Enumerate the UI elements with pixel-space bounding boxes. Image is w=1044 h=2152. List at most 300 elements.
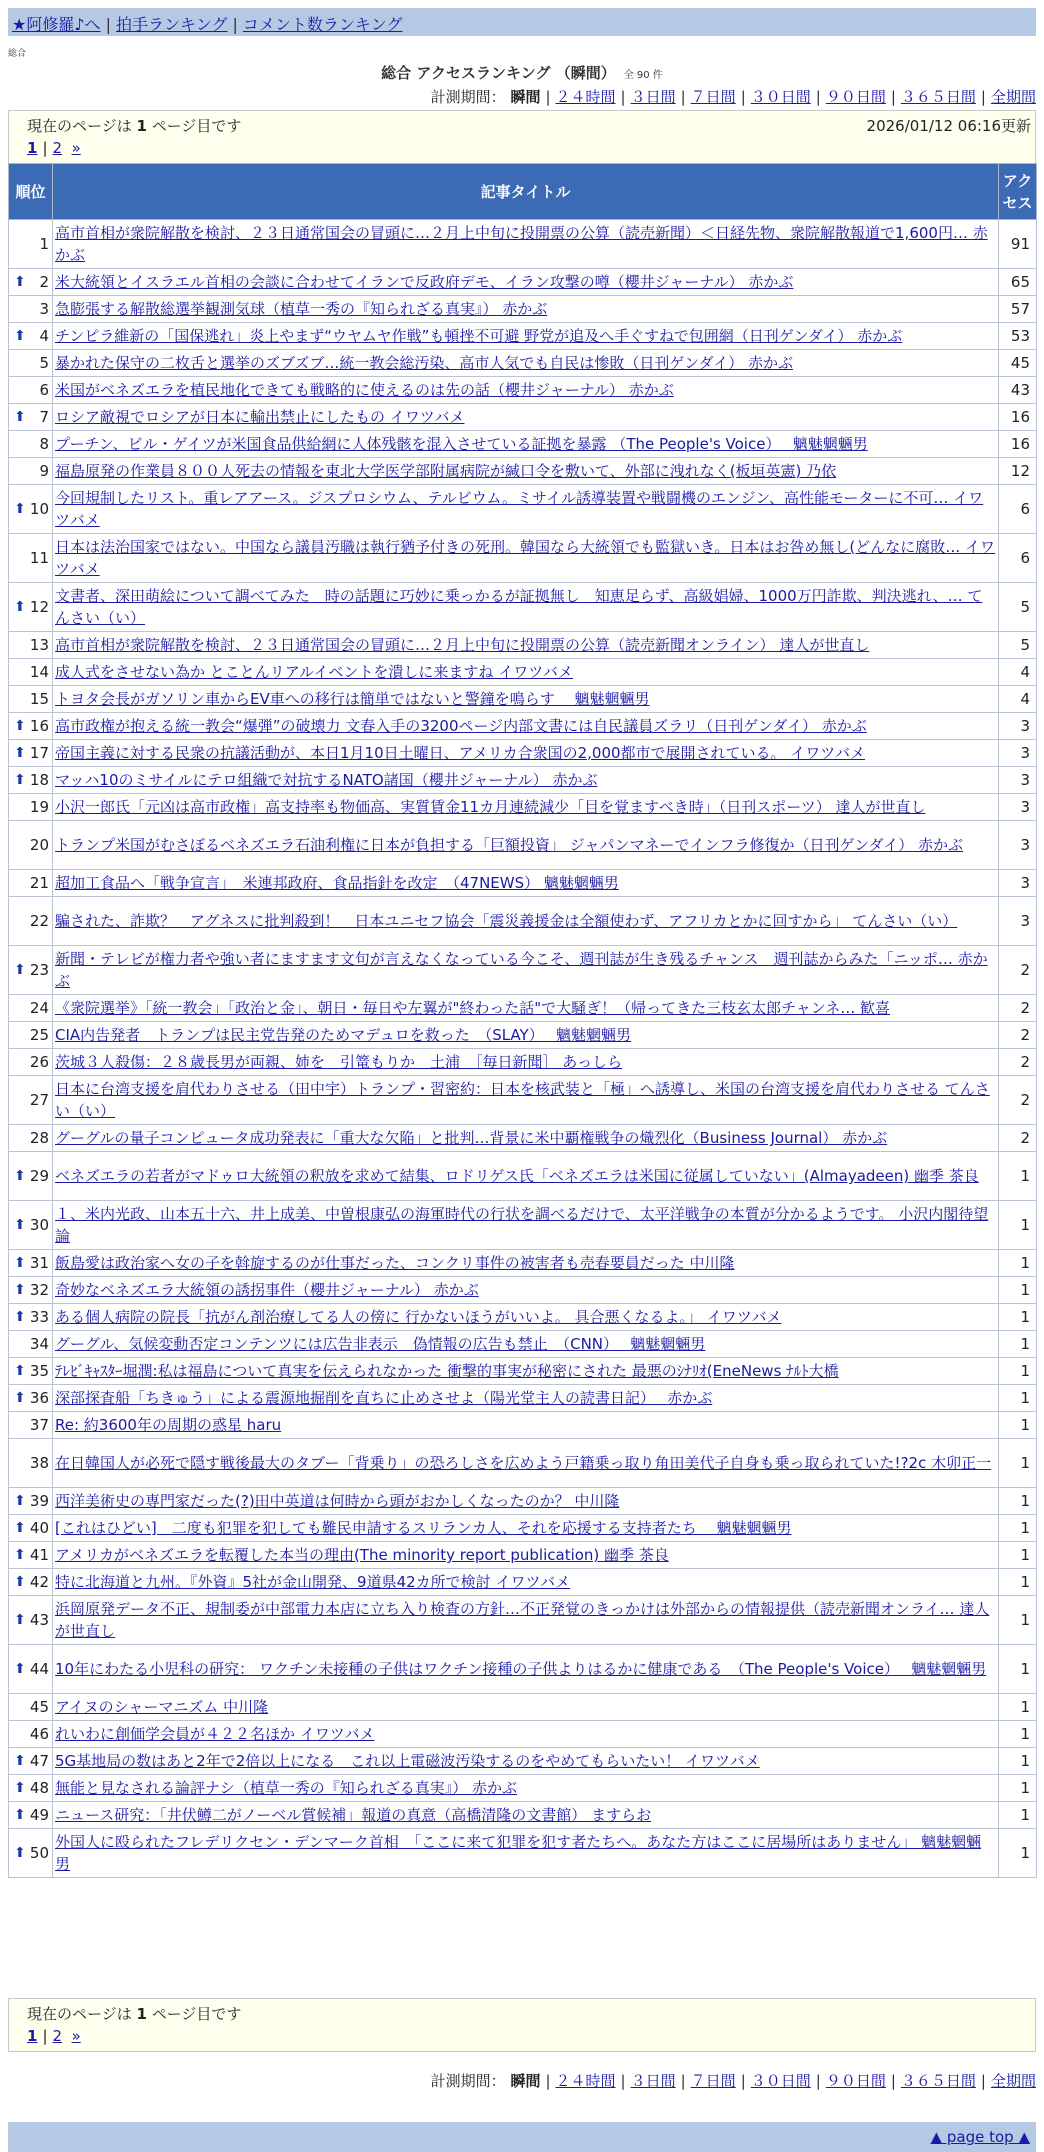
up-arrow-icon: ⬆ [14,1309,26,1325]
access-count: 53 [999,323,1037,350]
page-link-2[interactable]: 2 [52,139,63,157]
title-cell [53,220,999,269]
rank-number: 40 [29,1519,49,1537]
article-title-link[interactable]: 外国人に殴られたフレデリクセン・デンマーク首相 「ここに来て犯罪を犯す者たちへ。あなた方はここに居場所はありません」 魑魅魍魎男 [55,1833,982,1873]
rank-number: 7 [39,408,49,426]
access-count: 1 [999,1569,1037,1596]
title-cell [53,296,999,323]
rank-cell [9,1076,53,1125]
title-cell [53,946,999,995]
title-cell [53,1385,999,1412]
rank-cell [9,1645,53,1694]
table-row [9,296,1037,323]
table-row [9,1721,1037,1748]
period-label: 計測期間： [430,88,506,106]
rank-number: 48 [29,1779,49,1797]
period-link-365d[interactable]: ３６５日間 [900,2072,976,2090]
title-cell [53,794,999,821]
rank-cell [9,821,53,870]
rank-number: 32 [29,1281,49,1299]
rank-number: 23 [29,961,49,979]
rank-cell [9,323,53,350]
rank-number: 50 [29,1844,49,1862]
rank-number: 49 [29,1806,49,1824]
article-title-link[interactable]: 福島原発の作業員８００人死去の情報を東北大学医学部附属病院が緘口令を敷いて、外部に洩れなく(板垣英憲) 乃依 [55,462,837,480]
up-arrow-icon: ⬆ [14,1612,26,1628]
up-arrow-icon: ⬆ [14,772,26,788]
rank-number: 15 [29,690,49,708]
rank-number: 5 [39,354,49,372]
rank-cell [9,1802,53,1829]
access-count: 65 [999,269,1037,296]
rank-number: 38 [29,1454,49,1472]
rank-cell [9,431,53,458]
title-cell [53,1569,999,1596]
rank-number: 4 [39,327,49,345]
title-cell [53,870,999,897]
up-arrow-icon: ⬆ [14,1574,26,1590]
rank-number: 19 [29,798,49,816]
title-cell [53,1049,999,1076]
rank-cell [9,897,53,946]
home-link[interactable]: ★阿修羅♪へ [12,15,101,34]
rank-number: 35 [29,1362,49,1380]
rank-cell [9,1022,53,1049]
period-link-all[interactable]: 全期間 [990,2072,1036,2090]
access-count: 2 [999,1125,1037,1152]
table-row [9,767,1037,794]
rank-cell [9,1439,53,1488]
article-title-link[interactable]: 飯島愛は政治家へ女の子を斡旋するのが仕事だった、コンクリ事件の被害者も売春要員だった 中川隆 [55,1254,735,1272]
article-title-link[interactable]: ある個人病院の院長「抗がん剤治療してる人の傍に 行かないほうがいいよ。 具合悪くなるよ。」 イワツバメ [55,1308,782,1326]
access-count: 1 [999,1488,1037,1515]
comment-ranking-link[interactable]: コメント数ランキング [242,15,403,34]
title-cell [53,1829,999,1878]
rank-cell [9,296,53,323]
rank-cell [9,377,53,404]
title-cell [53,404,999,431]
article-title-link[interactable]: 深部探査船「ちきゅう」による震源地掘削を直ちに止めさせよ（陽光堂主人の読書日記） 赤かぶ [55,1389,713,1407]
title-cell [53,1331,999,1358]
title-cell [53,821,999,870]
article-title-link[interactable]: 高市首相が衆院解散を検討、２３日通常国会の冒頭に…２月上中旬に投開票の公算（読売新聞）＜日経先物、衆院解散報道で1,600円… 赤かぶ [55,224,988,264]
access-count: 45 [999,350,1037,377]
title-cell [53,350,999,377]
table-row [9,404,1037,431]
article-title-link[interactable]: プーチン、ビル・ゲイツが米国食品供給網に人体残骸を混入させている証拠を暴露 （The People's Voice） 魑魅魍魎男 [55,435,868,453]
access-count: 1 [999,1331,1037,1358]
article-title-link[interactable]: 高市政権が抱える統一教会“爆弾”の破壊力 文春入手の3200ページ内部文書には自民議員ズラリ（日刊ゲンダイ） 赤かぶ [55,717,867,735]
access-count: 2 [999,946,1037,995]
page-link-1[interactable]: 1 [27,2027,38,2045]
table-row [9,377,1037,404]
up-arrow-icon: ⬆ [14,1282,26,1298]
access-count: 4 [999,659,1037,686]
period-link-24h[interactable]: ２４時間 [555,88,616,106]
table-row [9,431,1037,458]
article-title-link[interactable]: 小沢一郎氏「元凶は高市政権」高支持率も物価高、実質賃金11カ月連続減少「目を覚ますべき時」（日刊スポーツ） 達人が世直し [55,798,926,816]
up-arrow-icon: ⬆ [14,1217,26,1233]
access-count: 3 [999,897,1037,946]
rank-cell [9,1358,53,1385]
rank-cell [9,995,53,1022]
title-cell [53,534,999,583]
rank-cell [9,632,53,659]
title-cell [53,1775,999,1802]
access-count: 16 [999,404,1037,431]
title-cell [53,1748,999,1775]
access-count: 6 [999,485,1037,534]
current-page-text: 現在のページは 1 ページ目です [27,2005,242,2023]
rank-number: 24 [29,999,49,1017]
access-count: 3 [999,713,1037,740]
access-count: 43 [999,377,1037,404]
table-row [9,1542,1037,1569]
title-column-header: 記事タイトル [53,164,999,220]
title-cell [53,1076,999,1125]
table-row [9,821,1037,870]
title-cell [53,269,999,296]
article-title-link[interactable]: 在日韓国人が必死で隠す戦後最大のタブー「背乗り」の恐ろしさを広めよう戸籍乗っ取り角田美代子自身も乗っ取られていた!?2c 木卯正一 [55,1454,992,1472]
rank-number: 30 [29,1216,49,1234]
ranking-rows [9,220,1037,1878]
rank-cell [9,534,53,583]
table-row [9,1022,1037,1049]
article-title-link[interactable]: マッハ10のミサイルにテロ組織で対抗するNATO諸国（櫻井ジャーナル） 赤かぶ [55,771,598,789]
up-arrow-icon: ⬆ [14,718,26,734]
access-count: 1 [999,1439,1037,1488]
page-link-2[interactable]: 2 [52,2027,63,2045]
access-count: 1 [999,1515,1037,1542]
rank-number: 37 [29,1416,49,1434]
table-row [9,1694,1037,1721]
rank-number: 20 [29,836,49,854]
access-count: 1 [999,1201,1037,1250]
rank-cell [9,1775,53,1802]
access-count: 1 [999,1412,1037,1439]
table-row [9,1201,1037,1250]
rank-number: 8 [39,435,49,453]
article-title-link[interactable]: 10年にわたる小児科の研究： ワクチン未接種の子供はワクチン接種の子供よりはるかに健康である （The People's Voice） 魑魅魍魎男 [55,1660,987,1678]
article-title-link[interactable]: ベネズエラの若者がマドゥロ大統領の釈放を求めて結集、ロドリゲス氏「ベネズエラは米国に従属していない」(Almayadeen) 幽季 茶良 [55,1167,979,1185]
article-title-link[interactable]: ニュース研究：「井伏鱒二がノーベル賞候補」報道の真意（高橋清隆の文書館） ますらお [55,1806,652,1824]
article-title-link[interactable]: 特に北海道と九州。『外資』5社が金山開発、9道県42カ所で検討 イワツバメ [55,1573,571,1591]
rank-cell [9,713,53,740]
rank-cell [9,686,53,713]
period-link-7d[interactable]: ７日間 [690,88,736,106]
article-title-link[interactable]: 今回規制したリスト。重レアアース。ジスプロシウム、テルビウム。ミサイル誘導装置や戦闘機のエンジン、高性能モーターに不可… イワツバメ [55,489,984,529]
period-link-90d[interactable]: ９０日間 [825,88,886,106]
article-title-link[interactable]: トヨタ会長がガソリン車からEV車への移行は簡単ではないと警鐘を鳴らす 魑魅魍魎男 [55,690,650,708]
article-title-link[interactable]: 帝国主義に対する民衆の抗議活動が、本日1月10日土曜日、アメリカ合衆国の2,000都市で展開されている。 イワツバメ [55,744,865,762]
table-row [9,1049,1037,1076]
article-title-link[interactable]: グーグルの量子コンピュータ成功発表に「重大な欠陥」と批判…背景に米中覇権戦争の熾烈化（Business Journal） 赤かぶ [55,1129,888,1147]
period-current: 瞬間 [510,2072,541,2090]
title-cell [53,485,999,534]
table-row [9,1829,1037,1878]
title-cell [53,1439,999,1488]
table-row [9,686,1037,713]
period-link-90d[interactable]: ９０日間 [825,2072,886,2090]
table-row [9,713,1037,740]
title-cell [53,897,999,946]
period-link-3d[interactable]: ３日間 [630,2072,676,2090]
pagination: 1 | 2 » [27,139,81,157]
access-count: 2 [999,1049,1037,1076]
rank-number: 14 [29,663,49,681]
rank-number: 41 [29,1546,49,1564]
rank-cell [9,1201,53,1250]
article-title-link[interactable]: れいわに創価学会員が４２２名ほか イワツバメ [55,1725,375,1743]
access-count: 57 [999,296,1037,323]
article-title-link[interactable]: 騙された、詐欺？ アグネスに批判殺到！ 日本ユニセフ協会「震災義援金は全額使わず、アフリカとかに回すから」 てんさい（い） [55,912,958,930]
up-arrow-icon: ⬆ [14,1363,26,1379]
rank-number: 6 [39,381,49,399]
article-title-link[interactable]: 暴かれた保守の二枚舌と選挙のズブズブ…統一教会総汚染、高市人気でも自民は惨敗（日刊ゲンダイ） 赤かぶ [55,354,793,372]
rank-number: 3 [39,300,49,318]
next-page-link[interactable]: » [71,139,81,157]
period-link-all[interactable]: 全期間 [990,88,1036,106]
article-title-link[interactable]: 急膨張する解散総選挙観測気球（植草一秀の『知られざる真実』） 赤かぶ [55,300,548,318]
title-cell [53,659,999,686]
article-title-link[interactable]: 日本は法治国家ではない。中国なら議員汚職は執行猶予付きの死刑。韓国なら大統領でも監獄いき。日本はお咎め無し(どんなに腐敗… イワツバメ [55,538,996,578]
article-title-link[interactable]: [これはひどい] 二度も犯罪を犯しても難民申請するスリランカ人、それを応援する支持者たち 魑魅魍魎男 [55,1519,792,1537]
article-title-link[interactable]: 無能と見なされる論評ナシ（植草一秀の『知られざる真実』） 赤かぶ [55,1779,517,1797]
title-cell [53,583,999,632]
article-title-link[interactable]: トランプ米国がむさぼるベネズエラ石油利権に日本が負担する「巨額投資」 ジャパンマネーでインフラ修復か（日刊ゲンダイ） 赤かぶ [55,836,964,854]
article-title-link[interactable]: 高市首相が衆院解散を検討、２３日通常国会の冒頭に…２月上中旬に投開票の公算（読売新聞オンライン） 達人が世直し [55,636,870,654]
rank-number: 25 [29,1026,49,1044]
table-row [9,1439,1037,1488]
table-row [9,995,1037,1022]
title-cell [53,1645,999,1694]
article-title-link[interactable]: 米国がベネズエラを植民地化できても戦略的に使えるのは先の話（櫻井ジャーナル） 赤かぶ [55,381,674,399]
nav-separator: | [232,15,238,34]
article-title-link[interactable]: 超加工食品へ「戦争宣言」 米連邦政府、食品指針を改定 （47NEWS） 魑魅魍魎男 [55,874,619,892]
rank-cell [9,1304,53,1331]
item-count: 全 90 件 [623,70,663,81]
title-cell [53,1596,999,1645]
article-title-link[interactable]: CIA内告発者 トランプは民主党告発のためマデュロを救った （SLAY） 魑魅魍魎男 [55,1026,631,1044]
table-row [9,897,1037,946]
up-arrow-icon: ⬆ [14,409,26,425]
article-title-link[interactable]: 西洋美術史の専門家だった(?)田中英道は何時から頭がおかしくなったのか？ 中川隆 [55,1492,620,1510]
table-row [9,485,1037,534]
rank-cell [9,794,53,821]
period-selector-top: 計測期間： 瞬間 | ２４時間 | ３日間 | ７日間 | ３０日間 | ９０日間 | ３６５日間 | 全期間 [430,88,1036,106]
rank-cell [9,1829,53,1878]
title-cell [53,632,999,659]
article-title-link[interactable]: １、米内光政、山本五十六、井上成美、中曽根康弘の海軍時代の行状を調べるだけで、太平洋戦争の本質が分かるようです。 小沢内閣待望論 [55,1205,989,1245]
period-selector-bottom: 計測期間： 瞬間 | ２４時間 | ３日間 | ７日間 | ３０日間 | ９０日間 | ３６５日間 | 全期間 [430,2072,1036,2090]
title-cell [53,995,999,1022]
access-column-header: アクセス [999,164,1037,220]
ranking-table [8,163,1037,1878]
up-arrow-icon: ⬆ [14,501,26,517]
page-info-bottom [8,1998,1036,2052]
title-cell [53,323,999,350]
rank-cell [9,1515,53,1542]
rank-number: 13 [29,636,49,654]
page-info-top [8,110,1036,164]
rank-cell [9,1385,53,1412]
period-link-30d[interactable]: ３０日間 [750,88,811,106]
rank-cell [9,1277,53,1304]
rank-number: 10 [29,500,49,518]
table-row [9,1277,1037,1304]
table-row [9,220,1037,269]
access-count: 1 [999,1277,1037,1304]
rank-number: 47 [29,1752,49,1770]
rank-number: 28 [29,1129,49,1147]
access-count: 1 [999,1250,1037,1277]
access-count: 3 [999,767,1037,794]
table-row [9,870,1037,897]
nav-separator: | [105,15,111,34]
article-title-link[interactable]: アメリカがベネズエラを転覆した本当の理由(The minority report publication) 幽季 茶良 [55,1546,669,1564]
rank-number: 1 [39,235,49,253]
rank-number: 16 [29,717,49,735]
period-link-30d[interactable]: ３０日間 [750,2072,811,2090]
up-arrow-icon: ⬆ [14,1753,26,1769]
rank-cell [9,404,53,431]
rank-cell [9,870,53,897]
up-arrow-icon: ⬆ [14,1255,26,1271]
table-row [9,1645,1037,1694]
access-count: 3 [999,870,1037,897]
up-arrow-icon: ⬆ [14,274,26,290]
rank-cell [9,1596,53,1645]
article-title-link[interactable]: Re: 約3600年の周期の惑星 haru [55,1416,282,1434]
access-count: 91 [999,220,1037,269]
table-row [9,458,1037,485]
table-row [9,1385,1037,1412]
table-row [9,1412,1037,1439]
title-cell [53,377,999,404]
title-cell [53,1152,999,1201]
article-title-link[interactable]: 《衆院選挙》「統一教会」「政治と金」、朝日・毎日や左翼が"終わった話"で大騒ぎ！（帰ってきた三枝玄太郎チャンネ… 歓喜 [55,999,891,1017]
article-title-link[interactable]: アイヌのシャーマニズム 中川隆 [55,1698,269,1716]
access-count: 1 [999,1829,1037,1878]
article-title-link[interactable]: 茨城３人殺傷：２８歳長男が両親、姉を 引篭もりか 土浦 ［毎日新聞］ あっしら [55,1053,623,1071]
title-cell [53,1250,999,1277]
updated-timestamp: 2026/01/12 06:16更新 [866,117,1031,135]
rank-cell [9,1125,53,1152]
period-link-3d[interactable]: ３日間 [630,88,676,106]
access-count: 2 [999,1022,1037,1049]
table-row [9,1304,1037,1331]
up-arrow-icon: ⬆ [14,1493,26,1509]
period-current: 瞬間 [510,88,541,106]
article-title-link[interactable]: 米大統領とイスラエル首相の会談に合わせてイランで反政府デモ、イラン攻撃の噂（櫻井ジャーナル） 赤かぶ [55,273,794,291]
rank-cell [9,1721,53,1748]
up-arrow-icon: ⬆ [14,745,26,761]
access-count: 1 [999,1358,1037,1385]
up-arrow-icon: ⬆ [14,599,26,615]
period-link-7d[interactable]: ７日間 [690,2072,736,2090]
page-link-1[interactable]: 1 [27,139,38,157]
rank-cell [9,767,53,794]
table-row [9,1125,1037,1152]
access-count: 1 [999,1385,1037,1412]
rank-number: 18 [29,771,49,789]
title-cell [53,1721,999,1748]
rank-cell [9,659,53,686]
article-title-link[interactable]: 新聞・テレビが権力者や強い者にますます文句が言えなくなっている今こそ、週刊誌が生き残るチャンス 週刊誌からみた「ニッポ… 赤かぶ [55,950,988,990]
page-heading [0,62,1044,83]
title-cell [53,1201,999,1250]
article-title-link[interactable]: ロシア敵視でロシアが日本に輸出禁止にしたもの イワツバメ [55,408,465,426]
article-title-link[interactable]: 浜岡原発データ不正、規制委が中部電力本店に立ち入り検査の方針…不正発覚のきっかけは外部からの情報提供（読売新聞オンライ… 達人が世直し [55,1600,990,1640]
access-count: 2 [999,1076,1037,1125]
period-link-24h[interactable]: ２４時間 [555,2072,616,2090]
rank-cell [9,1152,53,1201]
rank-cell [9,485,53,534]
title-cell [53,1488,999,1515]
top-nav-bar [8,8,1036,36]
category-label: 総合 [8,49,27,59]
article-title-link[interactable]: 日本に台湾支援を肩代わりさせる（田中宇）トランプ・習密約：日本を核武装と「極」へ誘導し、米国の台湾支援を肩代わりさせる てんさい（い） [55,1080,990,1120]
article-title-link[interactable]: グーグル、気候変動否定コンテンツには広告非表示 偽情報の広告も禁止 （CNN） 魑魅魍魎男 [55,1335,706,1353]
article-title-link[interactable]: 文書者、深田萌絵について調べてみた 時の話題に巧妙に乗っかるが証拠無し 知恵足らず、高級娼婦、1000万円詐欺、判決逃れ、… てんさい（い） [55,587,983,627]
up-arrow-icon: ⬆ [14,1520,26,1536]
article-title-link[interactable]: 成人式をさせない為か とことんリアルイベントを潰しに来ますね イワツバメ [55,663,573,681]
table-row [9,323,1037,350]
access-count: 2 [999,995,1037,1022]
clap-ranking-link[interactable]: 拍手ランキング [115,15,228,34]
table-row [9,1488,1037,1515]
rank-number: 36 [29,1389,49,1407]
rank-number: 21 [29,874,49,892]
article-title-link[interactable]: 5G基地局の数はあと2年で2倍以上になる これ以上電磁波汚染するのをやめてもらいたい！ イワツバメ [55,1752,760,1770]
table-row [9,794,1037,821]
rank-number: 44 [29,1660,49,1678]
up-arrow-icon: ⬆ [14,1390,26,1406]
rank-column-header: 順位 [9,164,53,220]
next-page-link[interactable]: » [71,2027,81,2045]
rank-number: 46 [29,1725,49,1743]
table-row [9,1331,1037,1358]
article-title-link[interactable]: チンピラ維新の「国保逃れ」炎上やまず“ウヤムヤ作戦”も頓挫不可避 野党が追及へ手ぐすねで包囲網（日刊ゲンダイ） 赤かぶ [55,327,903,345]
access-count: 3 [999,821,1037,870]
access-count: 16 [999,431,1037,458]
rank-cell [9,740,53,767]
article-title-link[interactable]: 奇妙なベネズエラ大統領の誘拐事件（櫻井ジャーナル） 赤かぶ [55,1281,479,1299]
up-arrow-icon: ⬆ [14,328,26,344]
table-row [9,659,1037,686]
page-top-bar [8,2122,1036,2152]
title-cell [53,1358,999,1385]
rank-number: 42 [29,1573,49,1591]
title-cell [53,1694,999,1721]
page-top-link[interactable]: ▲ page top ▲ [930,2128,1030,2146]
up-arrow-icon: ⬆ [14,1547,26,1563]
rank-number: 26 [29,1053,49,1071]
period-label: 計測期間： [430,2072,506,2090]
table-row [9,1802,1037,1829]
access-count: 5 [999,632,1037,659]
title-cell [53,767,999,794]
rank-number: 27 [29,1091,49,1109]
article-title-link[interactable]: ﾃﾚﾋﾞｷｬｽﾀｰ堀潤:私は福島について真実を伝えられなかった 衝撃的事実が秘密にされた 最悪のｼﾅﾘｵ(EneNews ﾅﾙﾄ大橋 [55,1362,839,1380]
rank-number: 12 [29,598,49,616]
table-row [9,1596,1037,1645]
rank-cell [9,1748,53,1775]
table-row [9,1250,1037,1277]
access-count: 1 [999,1645,1037,1694]
rank-number: 9 [39,462,49,480]
period-link-365d[interactable]: ３６５日間 [900,88,976,106]
